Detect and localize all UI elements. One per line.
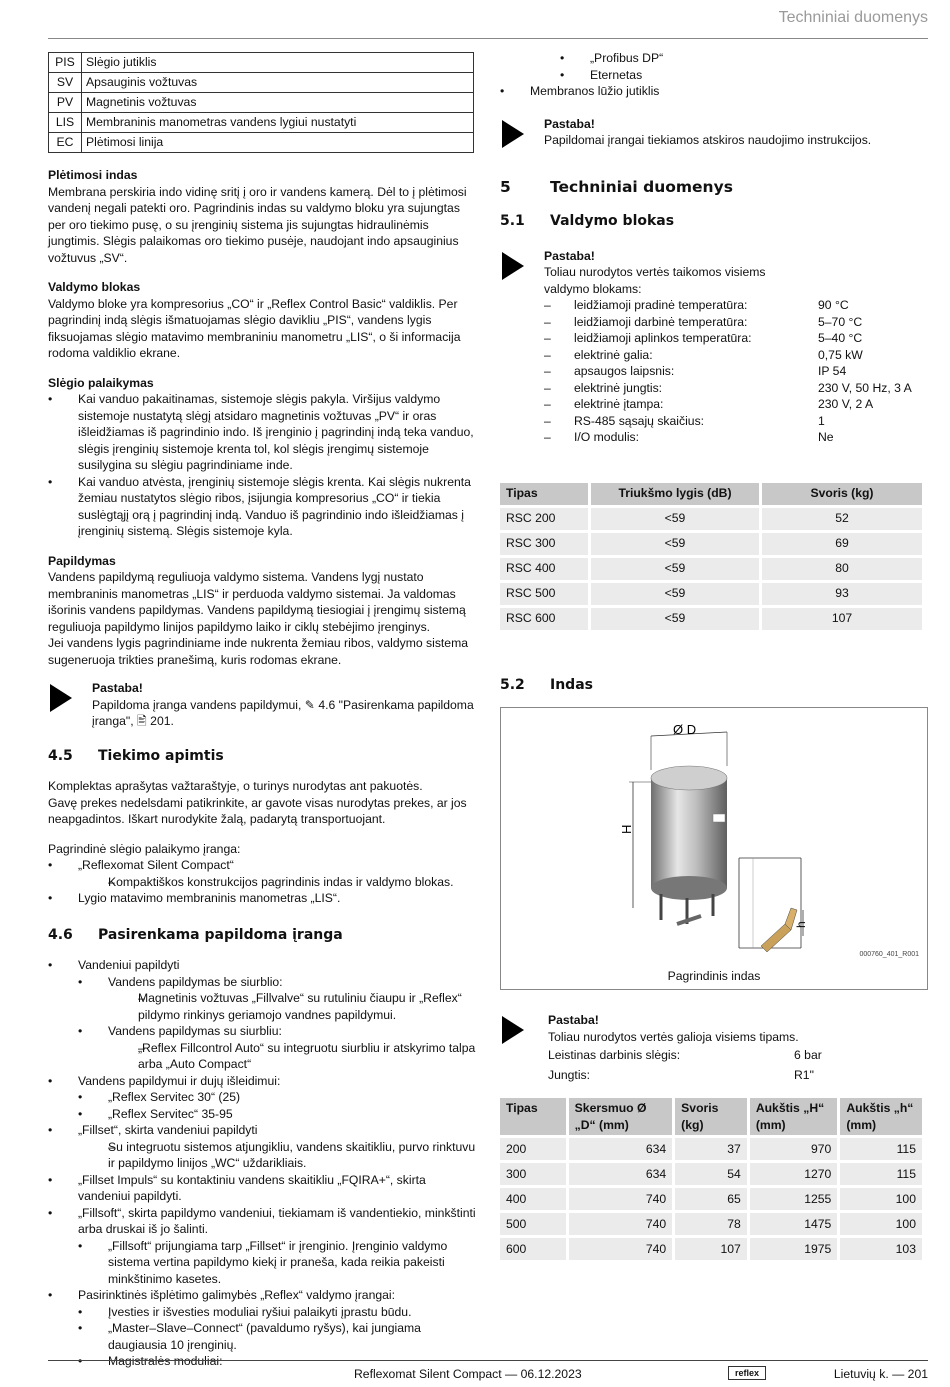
list-item: • Kai vanduo pakaitinamas, sistemoje slėgis pakyla. Viršijus valdymo sistemoje nustatytą slėgį atsidaro magnetinis vožtuvas „PV“ ir oras išleidžiamas iš pagrindinio indo. Iš įrenginio į pagrindinį indą teka vanduo, slėgis įrenginių sistemoje krenta tol, kol slėgis įrengimų sistemoje susilygina su slėgiu pagrindiniame inde. xyxy=(48,391,476,474)
page-header-title: Techniniai duomenys xyxy=(778,9,928,26)
reflex-logo: reflex xyxy=(728,1366,766,1380)
note-text: Toliau nurodytos vertės taikomos visiems valdymo blokams: xyxy=(544,265,766,296)
list-item: • Eternetas xyxy=(560,67,928,84)
sub-list xyxy=(78,1238,476,1288)
list-item-text: „Fillsoft“, skirta papildymo vandeniui, tiekiamam iš vandentiekio, minkštinti arba druskai iš jo šalinti. xyxy=(78,1205,476,1236)
spec-row xyxy=(544,314,928,331)
spec-row xyxy=(544,413,928,430)
list-item-text: Vandens papildymas su siurbliu: xyxy=(108,1024,282,1038)
list-item xyxy=(78,974,476,1024)
list-item-text: Pasirinktinės išplėtimo galimybės „Reflex“ valdymo įrangai: xyxy=(78,1288,395,1302)
table-row xyxy=(49,133,474,153)
note-box xyxy=(500,1012,928,1083)
list-item xyxy=(48,1205,476,1288)
paragraph: Jei vandens lygis pagrindiniame inde nukrenta žemiau ribos, valdymo sistema sugeneruoja trikties pranešimą, kuris rodomas ekrane. xyxy=(48,636,469,667)
list-item-text: „Fillset“, skirta vandeniui papildyti xyxy=(78,1123,258,1137)
note-text: Papildoma įranga vandens papildymui, ✎ 4.6 "Pasirenkama papildoma įranga", 🖹 201. xyxy=(92,697,474,728)
spec-row xyxy=(544,363,928,380)
note-text: Toliau nurodytos vertės galioja visiems tipams. xyxy=(548,1029,799,1044)
table-cell: 1975 xyxy=(750,1238,838,1260)
bullet-list xyxy=(500,83,928,100)
dash-glyph: – xyxy=(544,397,551,411)
table-cell: 1270 xyxy=(750,1163,838,1185)
list-item-text: „Reflexomat Silent Compact“ xyxy=(78,858,234,872)
footer-page-number: Lietuvių k. — 201 xyxy=(833,1367,928,1381)
diameter-label: Ø D xyxy=(673,722,697,737)
table-cell: 100 xyxy=(840,1213,922,1235)
figure-caption: Pagrindinis indas xyxy=(667,968,761,983)
table-row xyxy=(49,53,474,73)
abbr-code: PIS xyxy=(49,53,82,73)
table-cell: 740 xyxy=(569,1238,673,1260)
table-cell: 100 xyxy=(840,1188,922,1210)
footer-divider xyxy=(48,1360,928,1361)
column-header: Tipas xyxy=(500,1098,566,1135)
dash-glyph: – xyxy=(544,413,551,428)
table-cell: 80 xyxy=(762,558,922,580)
list-item: • Įvesties ir išvesties moduliai ryšiui palaikyti įprastu būdu. xyxy=(78,1304,476,1321)
noise-weight-table xyxy=(497,480,925,633)
bullet-list xyxy=(48,391,476,540)
list-item xyxy=(48,957,476,1073)
table-cell: 740 xyxy=(569,1213,673,1235)
abbreviation-table xyxy=(48,52,474,153)
note-box xyxy=(500,116,928,149)
table-row xyxy=(49,93,474,113)
table-header-row xyxy=(500,1098,922,1135)
abbr-text: Plėtimosi linija xyxy=(82,133,474,153)
list-item: • Lygio matavimo membraninis manometras „LIS“. xyxy=(48,890,476,907)
paragraph: Valdymo bloke yra kompresorius „CO“ ir „Reflex Control Basic“ valdiklis. Per pagrindinį indą slėgis išmatuojamas slėgio davikliu „PIS“, vandens lygis fiksuojamas slėgio matavimo membraniniu manometru „LIS“, o ši informacija rodoma valdiklio ekrane. xyxy=(48,296,461,360)
spec-value: 90 °C xyxy=(818,298,849,312)
table-cell: 107 xyxy=(675,1238,747,1260)
section-title: Tiekimo apimtis xyxy=(98,747,224,764)
section-number: 5.1 xyxy=(500,213,525,229)
spec-key: leidžiamoji aplinkos temperatūra: xyxy=(574,331,752,345)
abbr-text: Magnetinis vožtuvas xyxy=(82,93,474,113)
note-title: Pastaba! xyxy=(544,248,595,263)
table-cell: 634 xyxy=(569,1138,673,1160)
table-row xyxy=(500,1238,922,1260)
paragraph: Membrana perskiria indo vidinę sritį į oro ir vandens kamerą. Dėl to į plėtimosi vandenį negali patekti oro. Pagrindinis indas su valdymo bloku yra sujungtas per oro tiekimo pusę, o su įrenginių sistema jis sujungtas hidraulinėmis jungtimis. Slėgis palaikomas oro tiekimo pusėje, naudojant indo apsauginius vožtuvus „SV“. xyxy=(48,184,467,265)
dash-item xyxy=(108,1040,476,1073)
section-number: 4.5 xyxy=(48,747,73,764)
note-text: Papildomai įrangai tiekiamos atskiros naudojimo instrukcijos. xyxy=(544,133,872,147)
list-item: • „Master–Slave–Connect“ (pavaldumo ryšys), kai jungiama daugiausia 10 įrenginių. xyxy=(78,1320,476,1353)
table-cell: RSC 600 xyxy=(500,608,588,630)
column-header: Triukšmo lygis (dB) xyxy=(591,483,759,505)
dash-glyph: – xyxy=(544,430,551,444)
spec-row xyxy=(544,429,928,446)
spec-value: 5–70 °C xyxy=(818,314,863,329)
table-cell: 65 xyxy=(675,1188,747,1210)
paragraph: Komplektas aprašytas važtaraštyje, o turinys nurodytas ant pakuotės. xyxy=(48,779,423,793)
spec-key: I/O modulis: xyxy=(574,430,640,444)
spec-row xyxy=(544,1067,928,1084)
spec-key: RS-485 sąsajų skaičius: xyxy=(574,413,705,428)
table-row xyxy=(500,558,922,580)
dash-item xyxy=(78,874,476,891)
list-item: • Kai vanduo atvėsta, įrenginių sistemoje slėgis krenta. Kai slėgis nukrenta žemiau nustatytos slėgio ribos, įsijungia kompresorius „CO“ ir tiekia suslėgtąjį orą į pagrindinį indą. Vanduo iš pagrindinio indo išleidžiamas į įrenginių sistemą. Slėgis sistemoje kyla. xyxy=(48,474,476,540)
table-cell: <59 xyxy=(591,558,759,580)
spec-value: R1" xyxy=(794,1067,814,1082)
spec-value: IP 54 xyxy=(818,364,847,378)
column-header: Aukštis „H“ (mm) xyxy=(750,1098,838,1135)
spec-key: leidžiamoji darbinė temperatūra: xyxy=(574,314,748,329)
section-title: Techniniai duomenys xyxy=(550,177,733,196)
table-cell: 37 xyxy=(675,1138,747,1160)
sub-list xyxy=(78,1089,476,1122)
dash-item xyxy=(78,1139,476,1172)
column-header: Tipas xyxy=(500,483,588,505)
table-row xyxy=(500,1213,922,1235)
spec-row xyxy=(544,380,928,397)
table-row xyxy=(500,1163,922,1185)
note-title: Pastaba! xyxy=(544,116,595,131)
note-arrow-icon xyxy=(502,252,524,280)
dash-item-text: Kompaktiškos konstrukcijos pagrindinis indas ir valdymo blokas. xyxy=(108,874,454,889)
abbr-text: Apsauginis vožtuvas xyxy=(82,73,474,93)
column-header: Svoris (kg) xyxy=(675,1098,747,1135)
column-header: Skersmuo Ø „D“ (mm) xyxy=(569,1098,673,1135)
table-cell: 970 xyxy=(750,1138,838,1160)
list-item: • „Profibus DP“ xyxy=(560,50,928,67)
spec-row xyxy=(544,297,928,314)
table-cell: RSC 400 xyxy=(500,558,588,580)
table-cell: 300 xyxy=(500,1163,566,1185)
dash-item xyxy=(108,990,476,1023)
spec-value: Ne xyxy=(818,430,834,444)
spec-value: 230 V, 50 Hz, 3 A xyxy=(818,380,912,395)
bullet-list xyxy=(48,857,476,907)
section-title: Valdymo blokas xyxy=(550,213,675,229)
dash-glyph: – xyxy=(544,331,551,345)
table-cell: 52 xyxy=(762,508,922,530)
table-cell: 93 xyxy=(762,583,922,605)
table-cell: 78 xyxy=(675,1213,747,1235)
figure-code: 000760_401_R001 xyxy=(859,950,919,958)
table-cell: 400 xyxy=(500,1188,566,1210)
section-title: Pasirenkama papildoma įranga xyxy=(98,926,343,943)
vessel-figure xyxy=(500,707,928,990)
dash-item-text: „Reflex Fillcontrol Auto“ su integruotu siurbliu ir atskyrimo talpa arba „Auto Compact“ xyxy=(138,1040,476,1071)
list-item-text: Vandeniui papildyti xyxy=(78,958,180,972)
small-height-label: h xyxy=(794,921,808,928)
table-cell: <59 xyxy=(591,583,759,605)
spec-row xyxy=(544,347,928,364)
footer-document-title: Reflexomat Silent Compact — 06.12.2023 xyxy=(354,1367,582,1381)
table-row xyxy=(500,608,922,630)
table-cell: 115 xyxy=(840,1163,922,1185)
spec-key: apsaugos laipsnis: xyxy=(574,364,675,378)
table-row xyxy=(500,1138,922,1160)
spec-key: elektrinė galia: xyxy=(574,347,653,362)
dash-glyph: – xyxy=(544,298,551,312)
table-cell: 600 xyxy=(500,1238,566,1260)
abbr-code: EC xyxy=(49,133,82,153)
table-cell: 115 xyxy=(840,1138,922,1160)
vessel-dimension-table xyxy=(497,1095,925,1263)
section-heading xyxy=(500,179,928,196)
paragraph: Vandens papildymą reguliuoja valdymo sistema. Vandens lygį nustato membraninis manometras „LIS“ ir perduoda valdymo sistemai. Ja valdomas išorinis vandens papildymas. Vandens papildymą tiesiogiai į įrengimų sistemą reguliuoja papildymo linijos papildymo laiko ir ciklų stebėjimo įrenginys. xyxy=(48,570,466,634)
section-heading xyxy=(48,748,476,765)
list-item: • „Reflex Servitec“ 35-95 xyxy=(78,1106,476,1123)
note-arrow-icon xyxy=(50,684,72,712)
section-heading xyxy=(500,677,928,694)
table-row xyxy=(500,508,922,530)
list-item: • „Fillsoft“ prijungiama tarp „Fillset“ ir įrenginio. Įrenginio valdymo sistema vertina papildymo kiekį ir praneša, kada reikia pakeisti minkštinimo kasetes. xyxy=(78,1238,476,1288)
section-number: 4.6 xyxy=(48,926,73,943)
list-item: • „Fillset Impuls“ su kontaktiniu vandens skaitikliu „FQIRA+“, skirta vandeniui papildyti. xyxy=(48,1172,476,1205)
note-box xyxy=(500,248,928,446)
list-item-text: Vandens papildymas be siurblio: xyxy=(108,974,283,989)
spec-key: Jungtis: xyxy=(548,1067,591,1082)
spec-value: 1 xyxy=(818,413,825,428)
bus-module-list xyxy=(500,50,928,83)
list-item: • Magistralės moduliai: xyxy=(78,1353,476,1370)
abbr-code: PV xyxy=(49,93,82,113)
left-column xyxy=(48,52,476,1370)
table-cell: 54 xyxy=(675,1163,747,1185)
list-item: • Membranos lūžio jutiklis xyxy=(500,83,928,100)
spec-value: 6 bar xyxy=(794,1048,822,1062)
heading-pressure-maintenance: Slėgio palaikymas xyxy=(48,375,154,390)
table-cell: 200 xyxy=(500,1138,566,1160)
note-arrow-icon xyxy=(502,120,524,148)
table-cell: 634 xyxy=(569,1163,673,1185)
list-item xyxy=(48,1122,476,1172)
table-cell: 1255 xyxy=(750,1188,838,1210)
table-cell: RSC 200 xyxy=(500,508,588,530)
section-number: 5 xyxy=(500,177,511,196)
table-cell: <59 xyxy=(591,508,759,530)
table-cell: 500 xyxy=(500,1213,566,1235)
section-title: Indas xyxy=(550,676,593,693)
dash-glyph: – xyxy=(544,347,551,362)
table-cell: 740 xyxy=(569,1188,673,1210)
table-row xyxy=(49,113,474,133)
abbr-code: SV xyxy=(49,73,82,93)
sub-list xyxy=(78,974,476,1073)
dash-item-text: Magnetinis vožtuvas „Fillvalve“ su rutuliniu čiaupu ir „Reflex“ pildymo rinkinys geriamojo vandnes papildymui. xyxy=(138,991,462,1022)
spec-row xyxy=(544,396,928,413)
abbr-code: LIS xyxy=(49,113,82,133)
table-cell: 69 xyxy=(762,533,922,555)
table-header-row xyxy=(500,483,922,505)
note-title: Pastaba! xyxy=(92,681,143,695)
height-label: H xyxy=(619,824,634,834)
spec-value: 230 V, 2 A xyxy=(818,397,874,411)
table-row xyxy=(500,533,922,555)
note-box xyxy=(48,680,476,730)
spec-value: 0,75 kW xyxy=(818,347,863,362)
option-list xyxy=(48,957,476,1370)
spec-list xyxy=(544,297,928,446)
list-item xyxy=(48,857,476,890)
list-item: • „Reflex Servitec 30“ (25) xyxy=(78,1089,476,1106)
paragraph: Gavę prekes nedelsdami patikrinkite, ar gavote visas nurodytas prekes, ar jos neapgadintos. Iškart nurodykite žalą, padarytą transportuojant. xyxy=(48,795,467,826)
table-row xyxy=(500,1188,922,1210)
paragraph: Pagrindinė slėgio palaikymo įranga: xyxy=(48,841,241,856)
table-row xyxy=(500,583,922,605)
header-divider xyxy=(48,38,928,39)
right-column xyxy=(500,50,928,1263)
column-header: Aukštis „h“ (mm) xyxy=(840,1098,922,1135)
spec-key: elektrinė įtampa: xyxy=(574,397,664,411)
spec-key: leidžiamoji pradinė temperatūra: xyxy=(574,298,748,312)
table-cell: RSC 300 xyxy=(500,533,588,555)
column-header: Svoris (kg) xyxy=(762,483,922,505)
list-item xyxy=(48,1073,476,1123)
heading-make-up: Papildymas xyxy=(48,553,116,568)
table-cell: <59 xyxy=(591,608,759,630)
table-cell: <59 xyxy=(591,533,759,555)
note-arrow-icon xyxy=(502,1016,524,1044)
table-cell: 107 xyxy=(762,608,922,630)
list-item xyxy=(78,1023,476,1073)
abbr-text: Membraninis manometras vandens lygiui nustatyti xyxy=(82,113,474,133)
table-cell: 1475 xyxy=(750,1213,838,1235)
section-heading xyxy=(48,927,476,944)
section-number: 5.2 xyxy=(500,676,525,693)
dash-glyph: – xyxy=(544,364,551,378)
table-cell: RSC 500 xyxy=(500,583,588,605)
spec-row xyxy=(544,1047,928,1064)
table-cell: 103 xyxy=(840,1238,922,1260)
spec-key: Leistinas darbinis slėgis: xyxy=(548,1048,681,1062)
spec-row xyxy=(544,330,928,347)
abbr-text: Slėgio jutiklis xyxy=(82,53,474,73)
dash-glyph: – xyxy=(544,380,551,395)
spec-key: elektrinė jungtis: xyxy=(574,380,663,395)
heading-control-unit: Valdymo blokas xyxy=(48,280,141,294)
table-row xyxy=(49,73,474,93)
list-item xyxy=(48,1287,476,1370)
dash-item-text: Su integruotu sistemos atjungikliu, vandens skaitikliu, purvo rinktuvu ir papildymo linijos „WC“ uždarikliais. xyxy=(108,1139,476,1170)
heading-expansion-vessel: Plėtimosi indas xyxy=(48,168,138,182)
spec-value: 5–40 °C xyxy=(818,331,863,345)
dash-glyph: – xyxy=(544,314,551,329)
section-heading xyxy=(500,213,928,230)
note-title: Pastaba! xyxy=(548,1013,599,1027)
list-item-text: Vandens papildymui ir dujų išleidimui: xyxy=(78,1073,281,1088)
